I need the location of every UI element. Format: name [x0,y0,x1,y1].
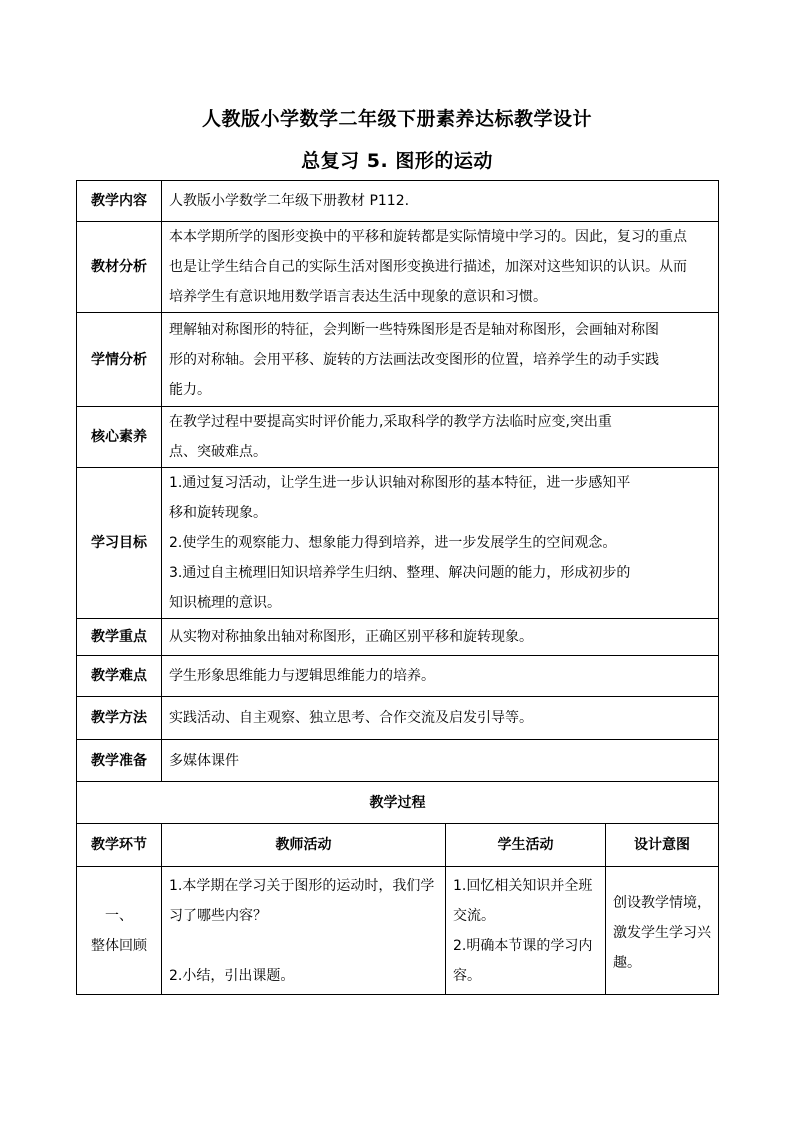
row-learning-goals [77,468,719,619]
content-line: 实践活动、自主观察、独立思考、合作交流及启发引导等。 [169,710,533,726]
row-label: 教材分析 [77,222,162,313]
content-line: 本本学期所学的图形变换中的平移和旋转都是实际情境中学习的。因此，复习的重点 [169,229,687,245]
content-line: 点、突破难点。 [169,444,267,460]
stage-row [77,867,719,995]
content-line: 能力。 [169,381,211,398]
lesson-plan-table [76,180,719,995]
content-line: 理解轴对称图形的特征，会判断一些特殊图形是否是轴对称图形，会画轴对称图 [169,321,659,338]
process-header-row [77,782,719,824]
intent-line: 创设教学情境， [613,894,711,911]
col-stage: 教学环节 [77,824,162,867]
row-label: 教学难点 [77,656,162,697]
content-line: 1.通过复习活动，让学生进一步认识轴对称图形的基本特征，进一步感知平 [169,475,631,491]
document-subtitle: 总复习 5. 图形的运动 [301,150,493,172]
col-student: 学生活动 [446,824,606,867]
content-line: 在教学过程中要提高实时评价能力,采取科学的教学方法临时应变,突出重 [169,414,612,430]
teacher-line: 1.本学期在学习关于图形的运动时，我们学 [169,877,435,894]
student-line: 2.明确本节课的学习内 [453,937,593,954]
row-label: 教学准备 [77,740,162,782]
col-intent: 设计意图 [606,824,719,867]
stage-name [77,867,162,995]
intent-line: 趣。 [613,954,641,971]
row-label: 教学重点 [77,619,162,656]
row-label: 学情分析 [77,313,162,407]
teacher-line: 2.小结，引出课题。 [169,967,295,984]
content-line: 形的对称轴。会用平移、旋转的方法画法改变图形的位置，培养学生的动手实践 [169,351,659,368]
row-content [162,740,719,782]
row-key-points [77,619,719,656]
content-line: 学生形象思维能力与逻辑思维能力的培养。 [169,668,435,684]
row-teaching-methods [77,697,719,740]
student-line: 交流。 [453,907,495,924]
content-line: 3.通过自主梳理旧知识培养学生归纳、整理、解决问题的能力，形成初步的 [169,565,631,581]
row-teaching-content [77,181,719,222]
intent-line: 激发学生学习兴 [613,924,711,941]
row-content [162,697,719,740]
stage-name-line1: 一、 [105,907,133,924]
process-header: 教学过程 [77,782,719,824]
row-label: 教学方法 [77,697,162,740]
stage-intent [606,867,719,995]
content-line: 多媒体课件 [169,752,239,769]
row-content [162,468,719,619]
stage-name-line2: 整体回顾 [91,937,147,954]
stage-student [446,867,606,995]
content-line: 移和旋转现象。 [169,505,267,521]
info-rows [77,181,719,782]
row-content [162,181,719,222]
row-material-analysis [77,222,719,313]
row-teaching-preparation [77,740,719,782]
content-line: 知识梳理的意识。 [169,595,281,611]
content-line: 2.使学生的观察能力、想象能力得到培养，进一步发展学生的空间观念。 [169,535,617,551]
row-label: 核心素养 [77,407,162,468]
content-line: 从实物对称抽象出轴对称图形，正确区别平移和旋转现象。 [169,629,533,645]
student-line: 容。 [453,967,481,984]
row-label: 学习目标 [77,468,162,619]
process-columns-row [77,824,719,867]
row-core-literacy [77,407,719,468]
teacher-line: 习了哪些内容？ [169,907,267,924]
document-title: 人教版小学数学二年级下册素养达标教学设计 [201,108,592,130]
content-line: 人教版小学数学二年级下册教材 P112. [169,193,410,209]
process-section [77,782,719,995]
row-content [162,619,719,656]
row-content [162,407,719,468]
row-difficult-points [77,656,719,697]
row-content [162,222,719,313]
student-line: 1.回忆相关知识并全班 [453,877,593,894]
content-line: 也是让学生结合自己的实际生活对图形变换进行描述，加深对这些知识的认识。从而 [169,259,687,275]
content-line: 培养学生有意识地用数学语言表达生活中现象的意识和习惯。 [169,289,547,305]
row-label: 教学内容 [77,181,162,222]
row-content [162,656,719,697]
row-content [162,313,719,407]
stage-teacher [162,867,446,995]
row-learner-analysis [77,313,719,407]
col-teacher: 教师活动 [162,824,446,867]
